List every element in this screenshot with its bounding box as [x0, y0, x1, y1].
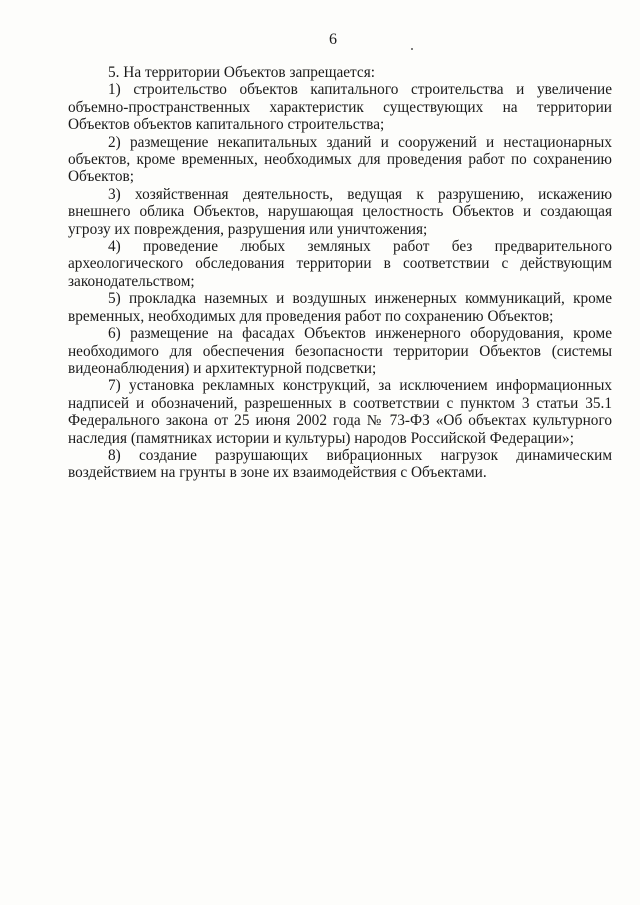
text-line: 7) установка рекламных конструкций, за исключением информационных: [108, 377, 612, 395]
text-line: временных, необходимых для проведения работ по сохранению Объектов;: [68, 307, 554, 325]
text-line: наследия (памятниках истории и культуры) народов Российской Федерации»;: [68, 429, 574, 447]
list-item: [68, 186, 612, 238]
list-item: [68, 238, 612, 290]
list-item: [68, 447, 612, 482]
text-line: 3) хозяйственная деятельность, ведущая к разрушению, искажению: [108, 185, 612, 203]
text-line: Объектов;: [68, 168, 134, 186]
text-line: 6) размещение на фасадах Объектов инженерного оборудования, кроме: [108, 325, 612, 343]
section-heading: [68, 64, 612, 81]
text-line: 1) строительство объектов капитального строительства и увеличение: [108, 81, 612, 99]
page-number: 6: [329, 31, 337, 48]
text-line: видеонаблюдения) и архитектурной подсветки;: [68, 359, 377, 377]
text-line: воздействием на грунты в зоне их взаимодействия с Объектами.: [68, 464, 487, 482]
text-line: необходимого для обеспечения безопасности территории Объектов (системы: [68, 342, 612, 360]
text-line: Федерального закона от 25 июня 2002 года № 73-ФЗ «Об объектах культурного: [68, 412, 612, 430]
list-item: [68, 325, 612, 377]
scan-speck: [411, 48, 413, 50]
text-line: надписей и обозначений, разрешенных в соответствии с пунктом 3 статьи 35.1: [68, 394, 612, 412]
text-line: объектов, кроме временных, необходимых для проведения работ по сохранению: [68, 151, 612, 169]
list-item: [68, 81, 612, 133]
text-line: законодательством;: [68, 272, 195, 290]
document-body: [68, 64, 612, 482]
text-line: 8) создание разрушающих вибрационных нагрузок динамическим: [108, 446, 612, 464]
text-line: внешнего облика Объектов, нарушающая целостность Объектов и создающая: [68, 203, 612, 221]
text-line: угрозу их повреждения, разрушения или уничтожения;: [68, 220, 428, 238]
list-item: [68, 134, 612, 186]
text-line: 2) размещение некапитальных зданий и сооружений и нестационарных: [108, 133, 612, 151]
list-item: [68, 377, 612, 447]
text-line: 5) прокладка наземных и воздушных инженерных коммуникаций, кроме: [108, 290, 612, 308]
text-line: 4) проведение любых земляных работ без предварительного: [108, 238, 612, 256]
list-item: [68, 290, 612, 325]
text-line: археологического обследования территории в соответствии с действующим: [68, 255, 612, 273]
text-line: Объектов объектов капитального строительства;: [68, 116, 385, 134]
text-line: объемно-пространственных характеристик существующих на территории: [68, 98, 612, 116]
text-line: 5. На территории Объектов запрещается:: [108, 64, 376, 81]
